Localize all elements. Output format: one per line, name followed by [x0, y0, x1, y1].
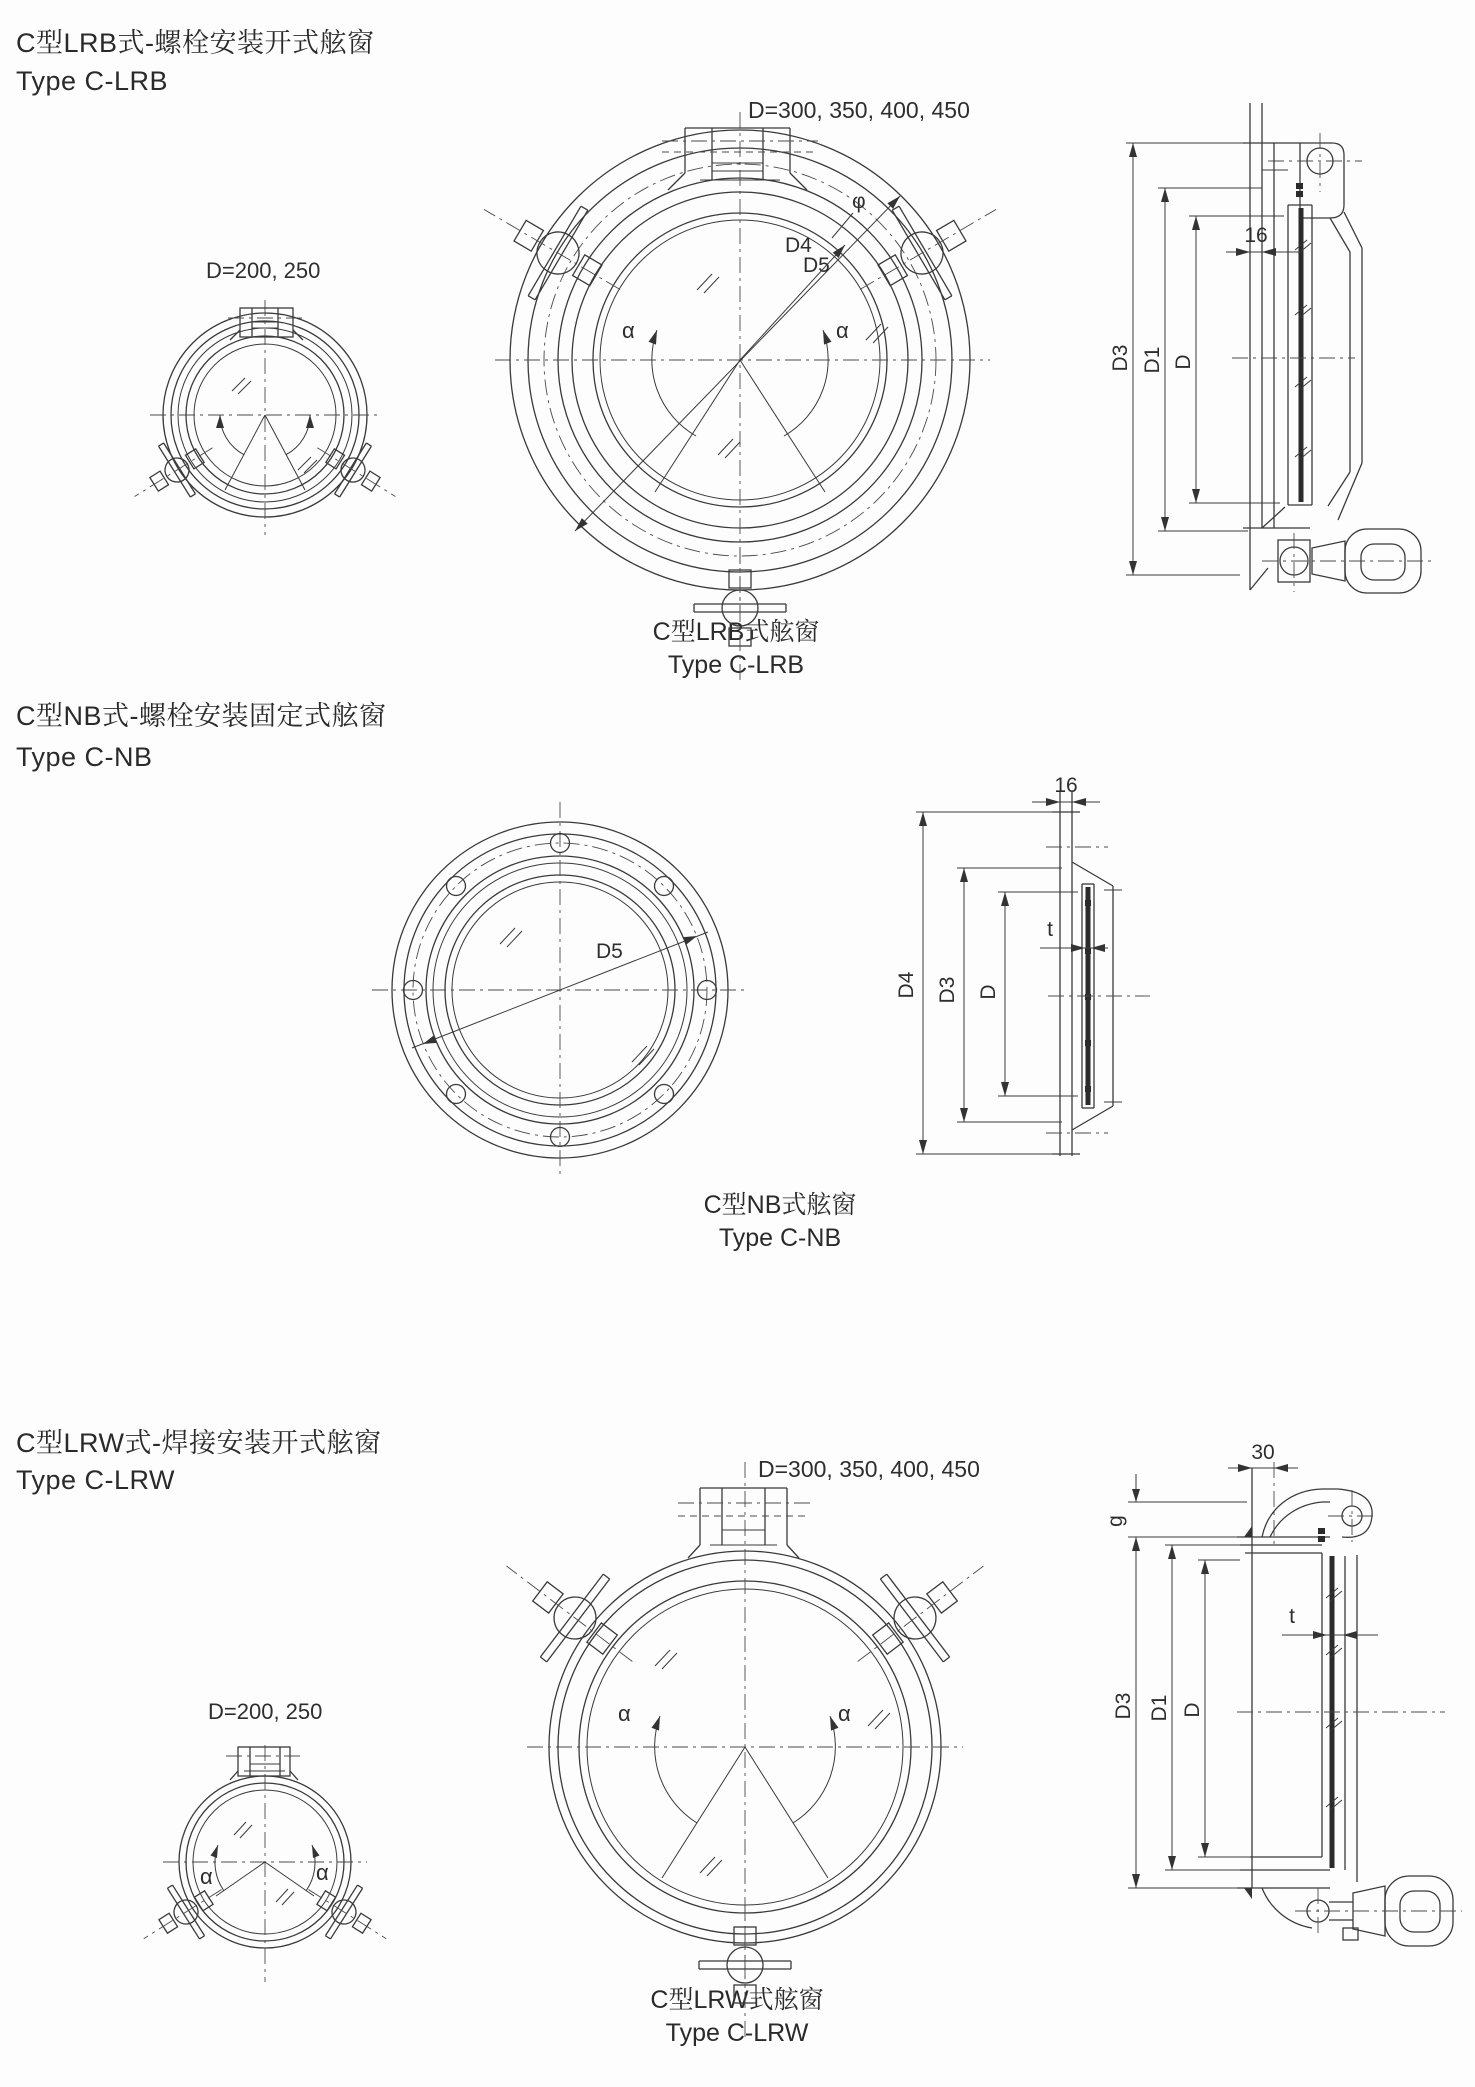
lrb-caption-zh: C型LRB式舷窗: [652, 618, 820, 646]
label-d4: D4: [785, 234, 812, 257]
lrw-side-section-view: [1104, 1441, 1462, 1946]
wing-bolt: [458, 165, 647, 335]
label-t: t: [1289, 1605, 1295, 1628]
glass-hatch: [232, 378, 317, 473]
label-d: D: [977, 984, 1000, 1000]
nb-side-section-view: [895, 774, 1150, 1156]
label-phi: φ: [852, 190, 866, 213]
lrb-caption-en: Type C-LRB: [667, 651, 805, 679]
dim-30: [1228, 1441, 1298, 1472]
dim-d: [1181, 1560, 1250, 1857]
hinge: [1262, 1489, 1378, 1542]
lrw-small-front-view: [128, 1745, 403, 1982]
hinge: [1268, 133, 1362, 218]
dim-g: [1104, 1474, 1247, 1527]
glass-pane: [1318, 1528, 1357, 1882]
section-lrb-title-en: Type C-LRB: [16, 66, 169, 96]
lrb-side-section-view: [1109, 103, 1436, 593]
dim-16: [1032, 774, 1100, 806]
glass-hatch: [655, 1650, 890, 1876]
lrw-caption-zh: C型LRW式舷窗: [650, 1986, 824, 2014]
bottom-clamp-bolt: [694, 548, 786, 680]
bulkhead-plate: [1046, 792, 1108, 1156]
wing-bolt: [475, 1525, 664, 1703]
label-d5: D5: [803, 254, 830, 277]
bottom-frame: [1237, 1857, 1330, 1899]
hinge: [226, 1747, 305, 1780]
label-30: 30: [1251, 1441, 1275, 1464]
lrw-small-diameter-label: D=200, 250: [208, 1699, 323, 1724]
label-alpha: α: [316, 1860, 329, 1885]
section-nb-title-en: Type C-NB: [16, 742, 153, 772]
lrb-large-front-view: [458, 112, 1023, 680]
lrb-small-front-view: [119, 300, 412, 535]
section-nb-title-zh: C型NB式-螺栓安装固定式舷窗: [16, 701, 387, 731]
label-d4: D4: [895, 971, 918, 999]
label-16: 16: [1054, 774, 1078, 797]
nb-caption-en: Type C-NB: [718, 1224, 842, 1252]
label-d5: D5: [596, 940, 623, 963]
swing-range-arcs: [622, 318, 849, 492]
label-d1: D1: [1141, 346, 1164, 374]
lrb-small-diameter-label: D=200, 250: [206, 258, 321, 283]
dim-d4: [895, 812, 1052, 1154]
dim-d: [977, 892, 1078, 1096]
label-g: g: [1104, 1515, 1127, 1527]
lrw-large-front-view: [475, 1462, 1015, 2037]
glass-hatch: [234, 1822, 294, 1905]
label-16: 16: [1244, 224, 1268, 247]
nb-front-view: [372, 802, 748, 1178]
label-t: t: [1047, 918, 1053, 941]
label-d3: D3: [1112, 1692, 1135, 1720]
label-d3: D3: [936, 976, 959, 1004]
glass-hatch: [500, 928, 654, 1065]
label-alpha: α: [200, 1864, 213, 1889]
label-d: D: [1172, 354, 1195, 370]
dim-16: [1226, 224, 1302, 256]
swing-range-arcs: [200, 1845, 329, 1896]
bottom-clamp-bolt: [699, 1905, 791, 2037]
label-alpha: α: [622, 318, 635, 343]
swing-bolt-handle: [1262, 1876, 1462, 1946]
wing-bolt: [826, 1525, 1015, 1703]
top-frame: [1237, 1526, 1330, 1553]
label-d1: D1: [1148, 1694, 1171, 1722]
lrb-large-diameter-label: D=300, 350, 400, 450: [748, 97, 970, 123]
wing-bolt: [292, 1864, 402, 1964]
swing-range-arcs: [618, 1701, 851, 1878]
wing-bolt: [128, 1864, 238, 1964]
label-d3: D3: [1109, 344, 1132, 372]
dim-d: [1172, 216, 1284, 503]
label-d: D: [1181, 1702, 1204, 1718]
label-alpha: α: [618, 1701, 631, 1726]
glass-pane: [1288, 205, 1312, 505]
section-lrb-title-zh: C型LRB式-螺栓安装开式舷窗: [16, 28, 375, 58]
label-alpha: α: [836, 318, 849, 343]
section-lrw-title-en: Type C-LRW: [16, 1465, 176, 1495]
nb-caption-zh: C型NB式舷窗: [703, 1191, 857, 1219]
label-alpha: α: [838, 1701, 851, 1726]
lrw-large-diameter-label: D=300, 350, 400, 450: [758, 1456, 980, 1482]
lrw-caption-en: Type C-LRW: [665, 2019, 809, 2047]
dim-t: [1040, 918, 1108, 952]
swing-bolt-handle: [1262, 529, 1436, 593]
section-lrw-title-zh: C型LRW式-焊接安装开式舷窗: [16, 1428, 382, 1458]
hinge: [678, 1488, 810, 1558]
